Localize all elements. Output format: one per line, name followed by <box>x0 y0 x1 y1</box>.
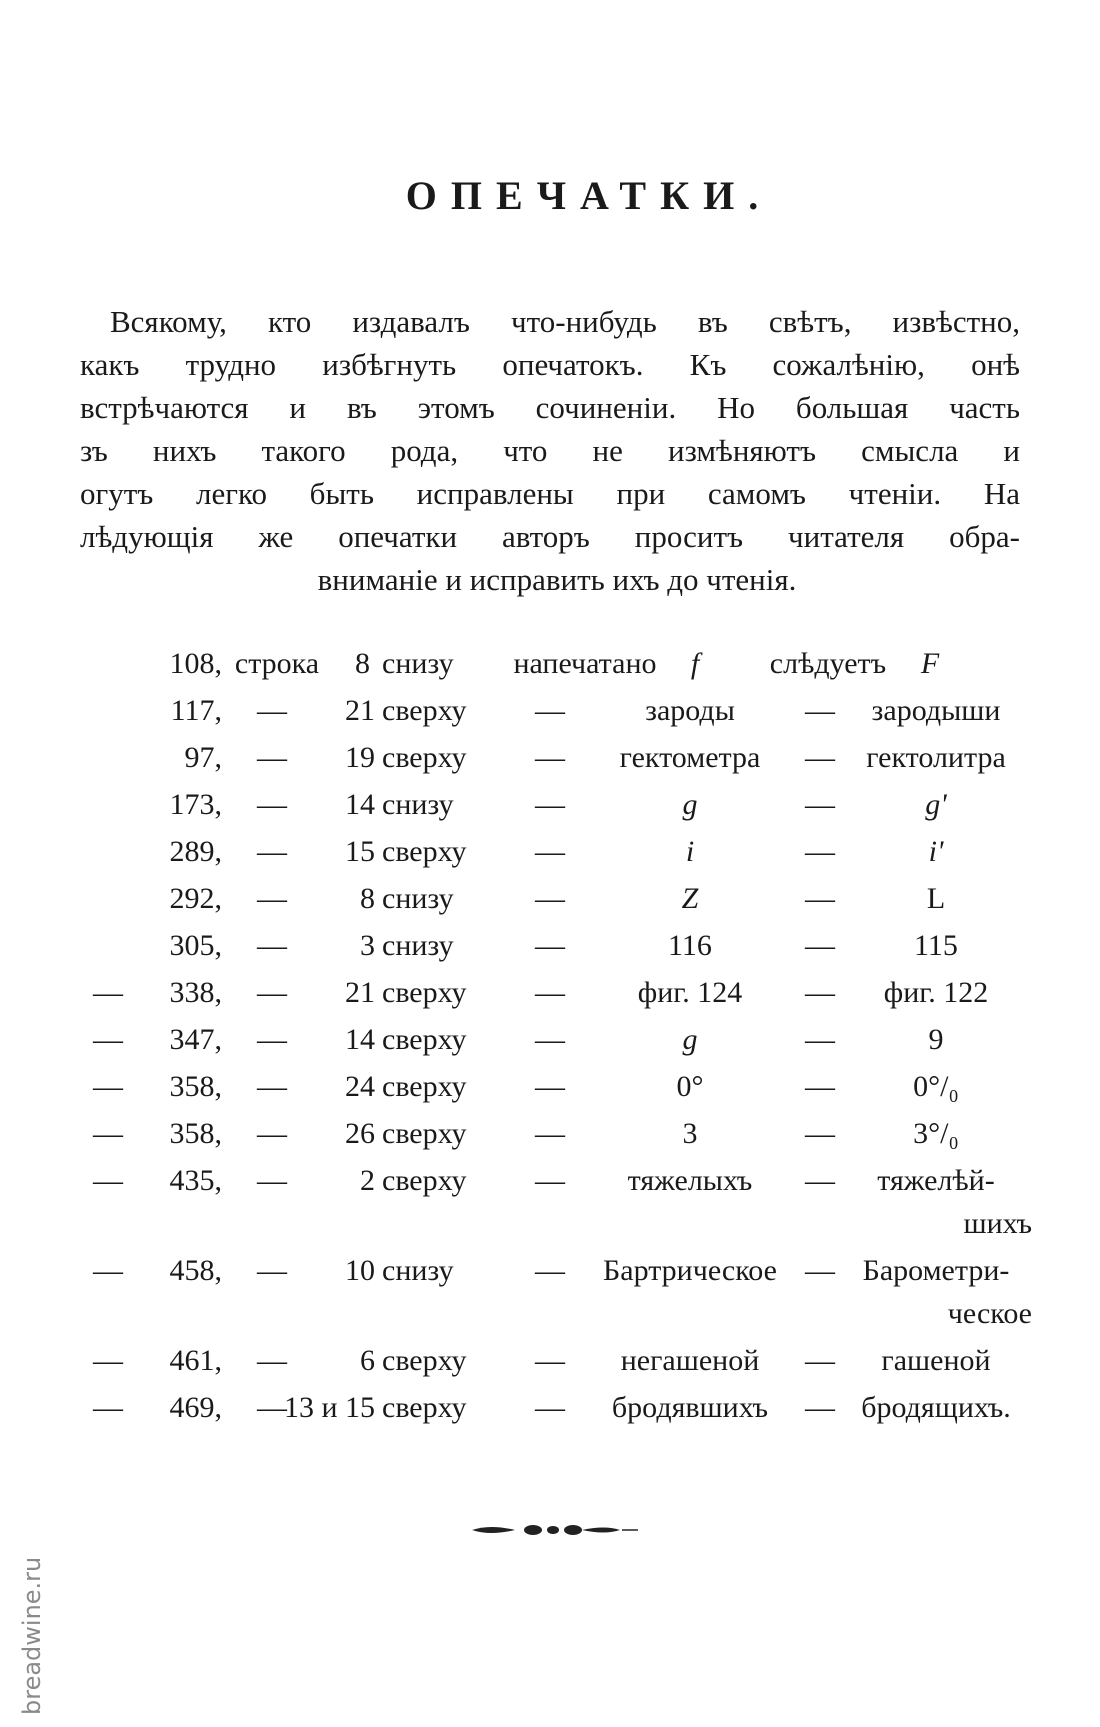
errata-correct-line: Барометри- <box>862 1254 1010 1287</box>
errata-line-dash: — <box>257 1391 287 1424</box>
errata-page: 173, <box>169 788 222 821</box>
errata-line-dash: — <box>257 1164 287 1197</box>
errata-line-dash: — <box>257 1023 287 1056</box>
errata-printed-dash: — <box>535 976 565 1009</box>
errata-position: снизу <box>382 929 454 962</box>
errata-line-dash: — <box>257 788 287 821</box>
errata-page: 458, <box>169 1254 222 1287</box>
errata-printed-value: тяжелыхъ <box>627 1164 753 1197</box>
errata-correct-continuation: ческое <box>947 1297 1032 1330</box>
errata-correct-value <box>840 734 1032 781</box>
errata-printed-value: 116 <box>668 929 712 962</box>
errata-printed-value: зароды <box>645 694 735 727</box>
errata-should-dash: — <box>805 1254 835 1287</box>
errata-lead-dash: — <box>93 1344 123 1377</box>
errata-correct-line: зародыши <box>871 694 1001 727</box>
errata-page: 347, <box>169 1023 222 1056</box>
errata-correct-value <box>840 1337 1032 1384</box>
errata-printed-dash: — <box>535 694 565 727</box>
errata-line-dash: — <box>257 976 287 1009</box>
ornament-flourish-icon <box>470 1520 640 1540</box>
errata-line-dash: — <box>257 882 287 915</box>
errata-correct-value <box>840 922 1032 969</box>
errata-line-dash: — <box>257 1070 287 1103</box>
errata-line-number: 3 <box>360 929 375 962</box>
errata-row <box>0 1063 1100 1110</box>
errata-correct-line: гектолитра <box>866 741 1006 774</box>
errata-line-number: 8 <box>360 882 375 915</box>
errata-position: снизу <box>382 1254 454 1287</box>
errata-printed-dash: — <box>535 1391 565 1424</box>
errata-printed-dash: — <box>535 835 565 868</box>
errata-printed-dash: — <box>535 1164 565 1197</box>
errata-should-dash: — <box>805 882 835 915</box>
errata-lead-dash: — <box>93 1117 123 1150</box>
errata-position: сверху <box>382 741 467 774</box>
errata-correct-value <box>840 1247 1032 1334</box>
errata-correct-line: i' <box>928 835 944 868</box>
errata-row <box>0 1247 1100 1337</box>
errata-line-number: 21 <box>345 694 375 727</box>
errata-printed-dash: — <box>535 741 565 774</box>
errata-printed-value: g <box>682 1023 698 1056</box>
errata-page: 461, <box>169 1344 222 1377</box>
errata-lead-dash: — <box>93 1254 123 1287</box>
intro-paragraph <box>80 300 1020 601</box>
errata-line-number: 19 <box>345 741 375 774</box>
errata-header-row <box>0 640 1100 687</box>
errata-correct-line: 3°/₀ <box>913 1117 959 1150</box>
errata-correct-line: фиг. 122 <box>883 976 989 1009</box>
errata-position: сверху <box>382 1391 467 1424</box>
errata-should-dash: — <box>805 788 835 821</box>
errata-correct-value <box>840 1016 1032 1063</box>
errata-row <box>0 828 1100 875</box>
errata-printed-dash: — <box>535 1344 565 1377</box>
errata-correct-value <box>840 1157 1032 1244</box>
errata-printed-value: гектометра <box>619 741 761 774</box>
errata-line-dash: — <box>257 741 287 774</box>
errata-line-label: строка <box>234 647 320 680</box>
errata-line-dash: — <box>257 1117 287 1150</box>
errata-printed-value: i <box>685 835 695 868</box>
errata-line-dash: — <box>257 929 287 962</box>
errata-correct-value <box>840 781 1032 828</box>
errata-correct-line: 9 <box>928 1023 944 1056</box>
errata-should-dash: — <box>805 1344 835 1377</box>
errata-printed-value: бродявшихъ <box>611 1391 769 1424</box>
errata-line-dash: — <box>257 835 287 868</box>
errata-printed-dash: — <box>535 882 565 915</box>
errata-position: сверху <box>382 1070 467 1103</box>
errata-correct-value <box>840 1384 1032 1431</box>
intro-line: лѣдующія же опечатки авторъ проситъ читателя обра- <box>80 519 1020 554</box>
errata-should-dash: — <box>805 1391 835 1424</box>
errata-position: сверху <box>382 1164 467 1197</box>
errata-printed-dash: — <box>535 1070 565 1103</box>
errata-page: 289, <box>169 835 222 868</box>
errata-printed-value: 0° <box>676 1070 704 1103</box>
watermark <box>10 1490 50 1720</box>
errata-page: 292, <box>169 882 222 915</box>
errata-line-dash: — <box>257 1344 287 1377</box>
errata-row <box>0 1384 1100 1431</box>
errata-row <box>0 687 1100 734</box>
errata-printed-label: напечатано <box>513 647 657 680</box>
errata-page: 358, <box>169 1117 222 1150</box>
errata-correct-value <box>840 1110 1032 1157</box>
errata-printed-value: Z <box>681 882 699 915</box>
errata-line-number: 13 и 15 <box>283 1391 375 1424</box>
errata-correct-value: F <box>920 647 940 680</box>
intro-line: огутъ легко быть исправлены при самомъ чтеніи. На <box>80 476 1020 511</box>
errata-printed-dash: — <box>535 1254 565 1287</box>
errata-should-label: слѣдуетъ <box>769 647 887 680</box>
errata-printed-value: f <box>690 647 700 680</box>
errata-printed-value: 3 <box>682 1117 698 1150</box>
errata-correct-value <box>840 687 1032 734</box>
errata-page: 358, <box>169 1070 222 1103</box>
errata-page: 435, <box>169 1164 222 1197</box>
errata-position: сверху <box>382 694 467 727</box>
errata-line-number: 14 <box>345 788 375 821</box>
errata-correct-line: гашеной <box>881 1344 991 1377</box>
errata-row <box>0 922 1100 969</box>
errata-should-dash: — <box>805 741 835 774</box>
errata-should-dash: — <box>805 929 835 962</box>
errata-correct-value <box>840 969 1032 1016</box>
errata-line-number: 21 <box>345 976 375 1009</box>
errata-lead-dash: — <box>93 1070 123 1103</box>
errata-lead-dash: — <box>93 1023 123 1056</box>
errata-line-dash: — <box>257 1254 287 1287</box>
errata-correct-value <box>840 875 1032 922</box>
errata-row <box>0 875 1100 922</box>
errata-page: 469, <box>169 1391 222 1424</box>
errata-line-number: 6 <box>360 1344 375 1377</box>
errata-page: 305, <box>169 929 222 962</box>
errata-row <box>0 1110 1100 1157</box>
errata-correct-line: 0°/₀ <box>913 1070 959 1103</box>
errata-position: снизу <box>382 882 454 915</box>
errata-line-number: 10 <box>345 1254 375 1287</box>
watermark-text: breadwine.ru <box>18 1556 46 1715</box>
errata-page: 97, <box>184 741 222 774</box>
errata-should-dash: — <box>805 694 835 727</box>
errata-correct-continuation: шихъ <box>963 1207 1032 1240</box>
intro-line: вниманіе и исправить ихъ до чтенія. <box>317 562 797 597</box>
errata-line-number: 24 <box>345 1070 375 1103</box>
errata-correct-value <box>840 1063 1032 1110</box>
page-title: ОПЕЧАТКИ. <box>405 173 773 218</box>
errata-printed-value: g <box>682 788 698 821</box>
errata-position: сверху <box>382 976 467 1009</box>
errata-printed-value: фиг. 124 <box>637 976 743 1009</box>
errata-printed-value: негашеной <box>620 1344 760 1377</box>
errata-correct-line: бродящихъ. <box>861 1391 1011 1424</box>
errata-line-number: 14 <box>345 1023 375 1056</box>
errata-line-number: 8 <box>355 647 370 680</box>
errata-row <box>0 734 1100 781</box>
errata-should-dash: — <box>805 1023 835 1056</box>
errata-position: сверху <box>382 1117 467 1150</box>
errata-line-dash: — <box>257 694 287 727</box>
errata-should-dash: — <box>805 1164 835 1197</box>
errata-should-dash: — <box>805 1070 835 1103</box>
errata-row <box>0 781 1100 828</box>
errata-row <box>0 1337 1100 1384</box>
errata-printed-dash: — <box>535 788 565 821</box>
errata-lead-dash: — <box>93 1391 123 1424</box>
errata-should-dash: — <box>805 976 835 1009</box>
errata-correct-line: g' <box>925 788 947 821</box>
errata-row <box>0 969 1100 1016</box>
errata-line-number: 2 <box>360 1164 375 1197</box>
errata-position: снизу <box>382 788 454 821</box>
errata-row <box>0 1016 1100 1063</box>
errata-correct-value <box>840 828 1032 875</box>
errata-lead-dash: — <box>93 976 123 1009</box>
intro-line: какъ трудно избѣгнуть опечатокъ. Къ сожалѣнію, онѣ <box>80 347 1020 382</box>
errata-lead-dash: — <box>93 1164 123 1197</box>
errata-printed-value: Бартрическое <box>603 1254 777 1287</box>
errata-should-dash: — <box>805 835 835 868</box>
errata-printed-dash: — <box>535 1117 565 1150</box>
errata-table <box>0 640 1100 1431</box>
errata-position: снизу <box>382 647 454 680</box>
errata-should-dash: — <box>805 1117 835 1150</box>
errata-page: 108, <box>169 647 222 680</box>
intro-line: Всякому, кто издавалъ что-нибудь въ свѣтъ, извѣстно, <box>110 304 1020 339</box>
errata-printed-dash: — <box>535 929 565 962</box>
errata-page: 117, <box>170 694 222 727</box>
errata-correct-line: 115 <box>914 929 958 962</box>
errata-position: сверху <box>382 1023 467 1056</box>
errata-correct-line: тяжелѣй- <box>877 1164 995 1197</box>
errata-position: сверху <box>382 1344 467 1377</box>
errata-row <box>0 1157 1100 1247</box>
errata-line-number: 26 <box>345 1117 375 1150</box>
intro-line: встрѣчаются и въ этомъ сочиненіи. Но большая часть <box>80 390 1020 425</box>
errata-line-number: 15 <box>345 835 375 868</box>
errata-position: сверху <box>382 835 467 868</box>
errata-page: 338, <box>169 976 222 1009</box>
intro-line: зъ нихъ такого рода, что не измѣняютъ смысла и <box>80 433 1020 468</box>
errata-correct-line: L <box>926 882 946 915</box>
errata-printed-dash: — <box>535 1023 565 1056</box>
